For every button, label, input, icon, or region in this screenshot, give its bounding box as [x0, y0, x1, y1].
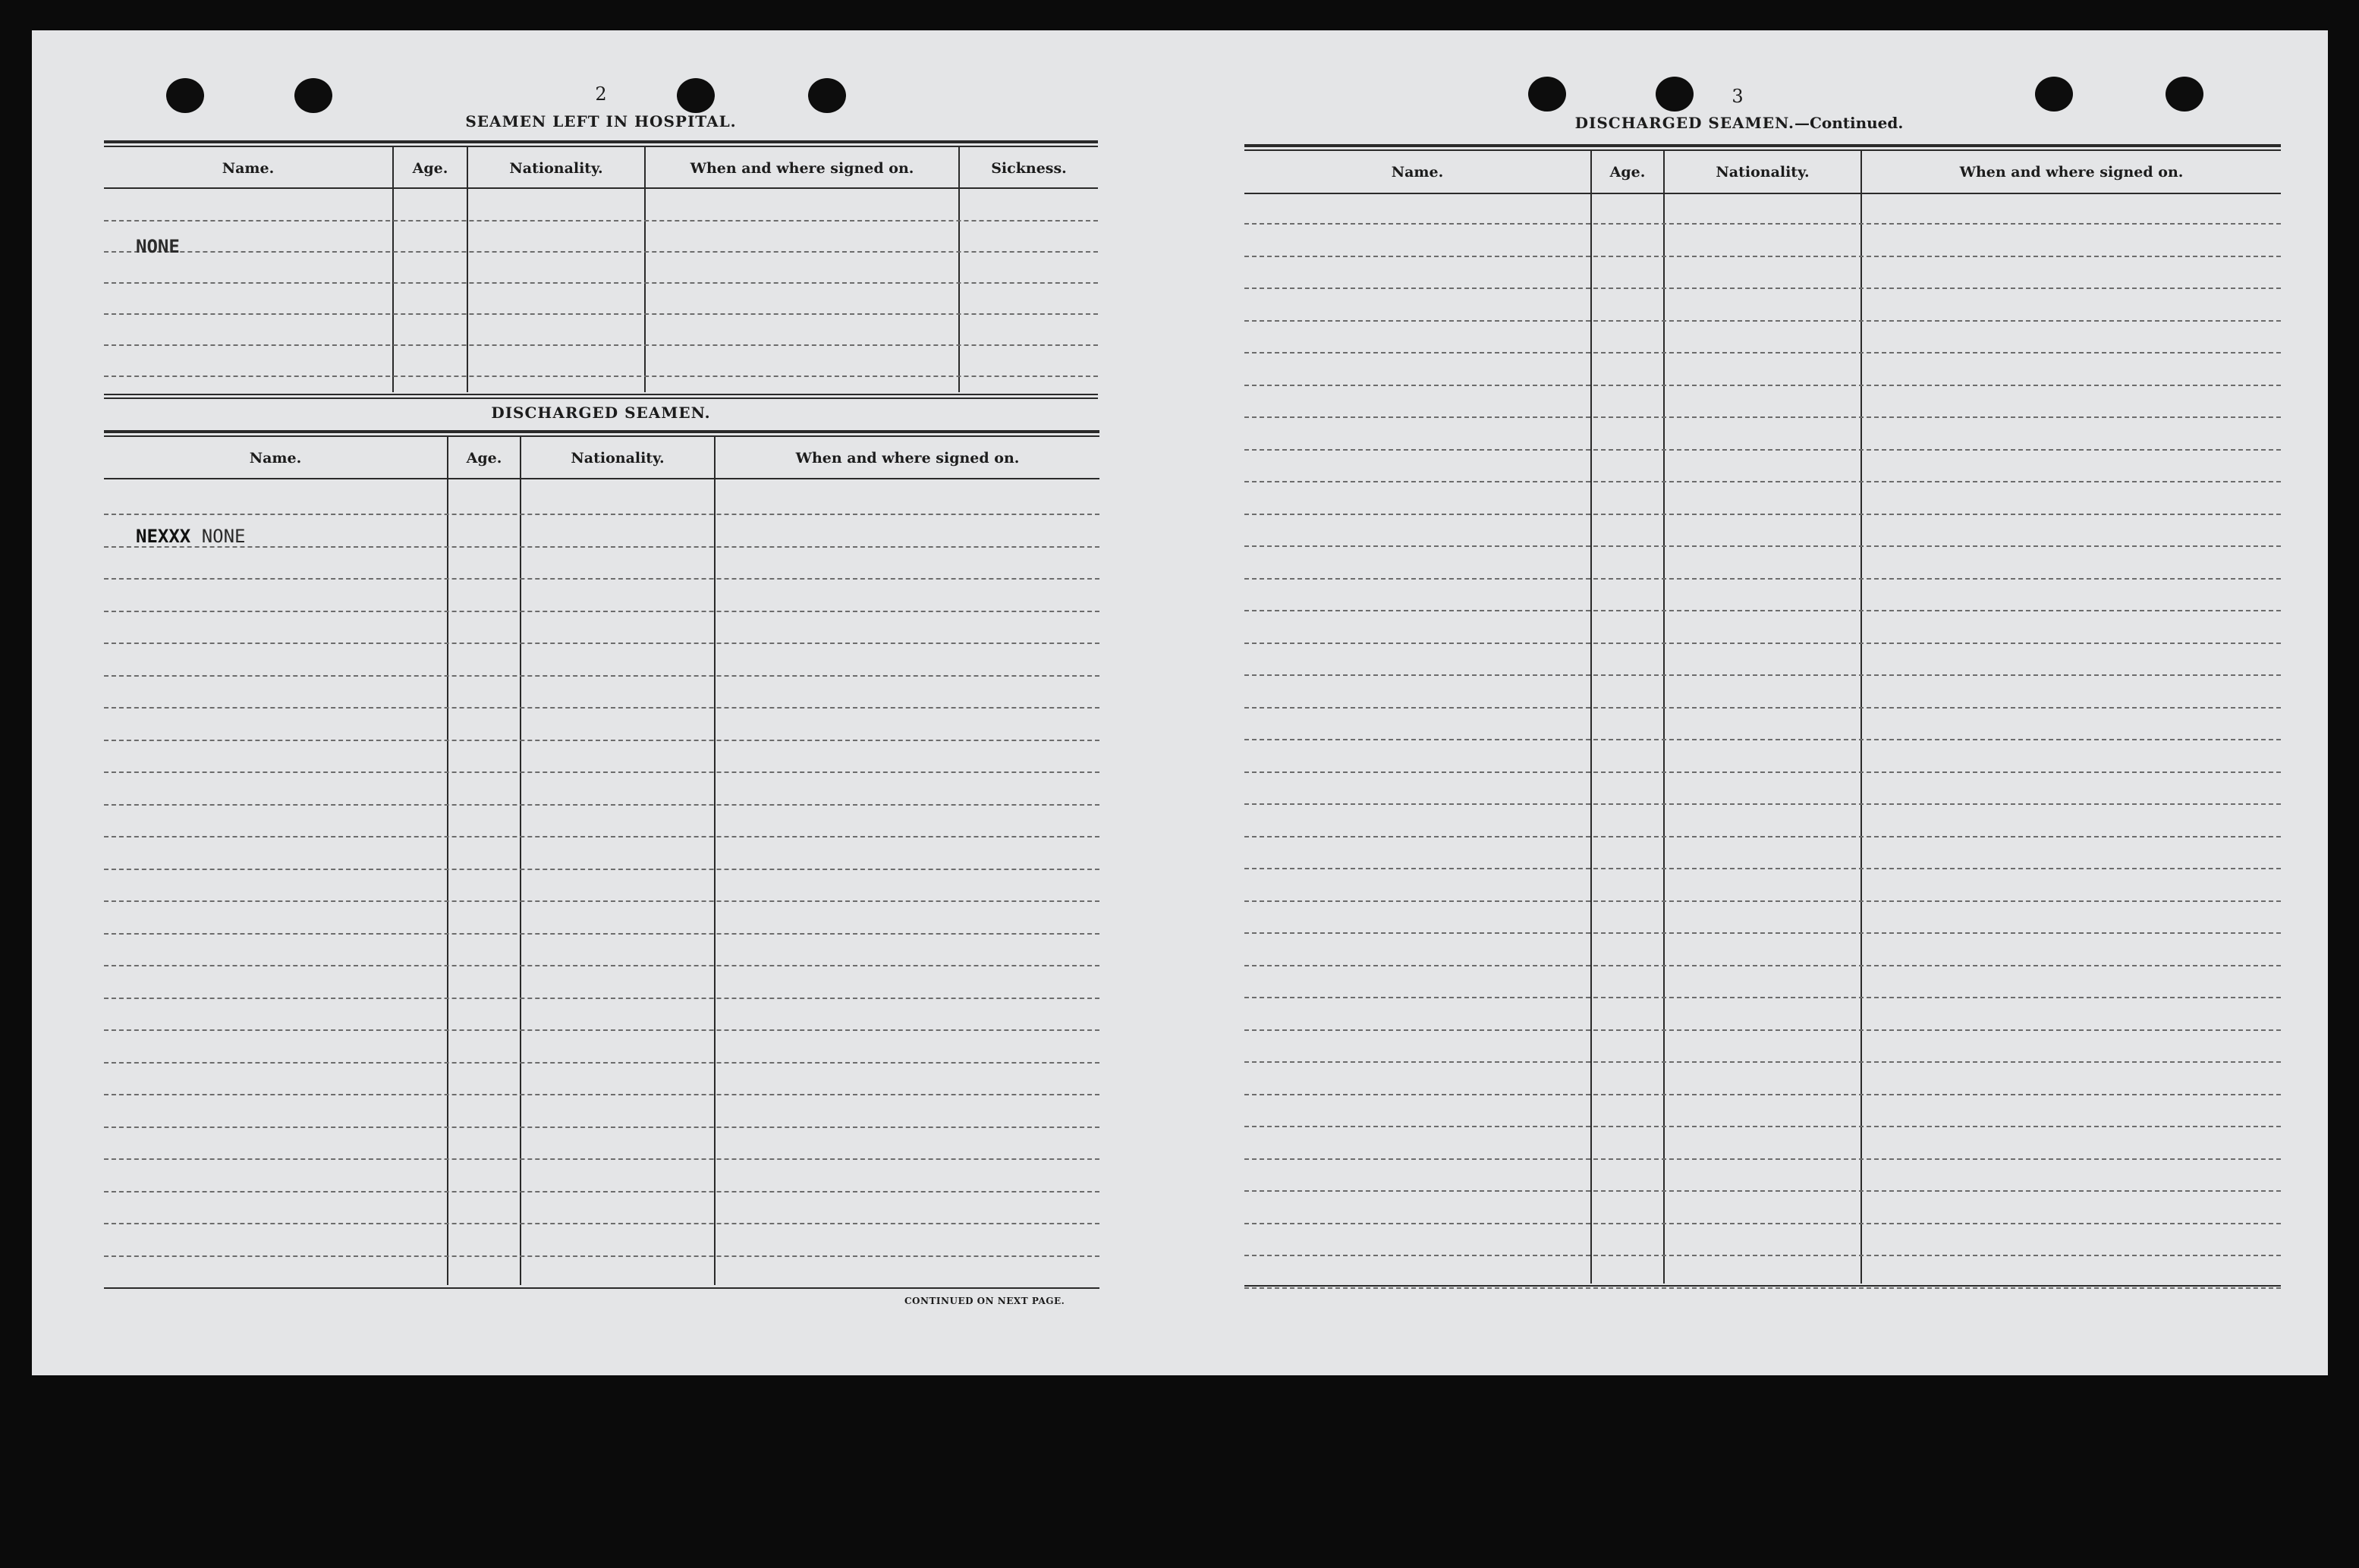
table-row: [1244, 803, 2281, 805]
right-col-age: Age.: [1609, 164, 1646, 181]
hospital-table: [104, 140, 1098, 398]
table-row: [104, 869, 1099, 870]
table-row: [104, 998, 1099, 999]
discharged-continued-title-main: DISCHARGED SEAMEN.: [1574, 114, 1794, 132]
table-row: [1244, 1287, 2281, 1289]
table-row: [104, 643, 1099, 644]
table-row: [104, 1094, 1099, 1095]
right-col-signed-on: When and where signed on.: [1959, 164, 2184, 181]
table-row: [104, 1062, 1099, 1064]
table-row: [104, 900, 1099, 902]
table-row: [1244, 1190, 2281, 1192]
punch-hole: [2166, 77, 2203, 112]
discharged-table-left: [104, 430, 1099, 1325]
struck-typed-text: NEXXX: [136, 526, 191, 547]
table-row: [1244, 288, 2281, 289]
punch-hole: [166, 78, 204, 113]
table-row: [104, 313, 1098, 315]
table-row: [104, 282, 1098, 284]
page-number-left: 2: [595, 83, 607, 105]
table-row: [104, 707, 1099, 709]
table-row: [1244, 965, 2281, 966]
punch-hole: [294, 78, 332, 113]
table-row: [1244, 707, 2281, 709]
table-row: [104, 251, 1098, 253]
punch-hole: [1528, 77, 1566, 112]
discharged-col-nationality: Nationality.: [571, 450, 665, 467]
table-row: [1244, 610, 2281, 611]
table-row: [1244, 481, 2281, 482]
table-row: [104, 1223, 1099, 1224]
table-row: [104, 514, 1099, 515]
table-row: [104, 611, 1099, 612]
table-row: [104, 376, 1098, 377]
table-row: [104, 965, 1099, 966]
table-row: [104, 1255, 1099, 1257]
table-row: [104, 1158, 1099, 1160]
table-row: [104, 1191, 1099, 1192]
table-row: [1244, 514, 2281, 515]
continued-note: CONTINUED ON NEXT PAGE.: [904, 1296, 1065, 1306]
discharged-entry-text: NONE: [201, 526, 246, 547]
hospital-col-age: Age.: [412, 160, 448, 177]
hospital-section-title: SEAMEN LEFT IN HOSPITAL.: [465, 112, 737, 130]
discharged-table-right: [1244, 144, 2281, 1328]
table-row: [1244, 1255, 2281, 1256]
hospital-col-sickness: Sickness.: [991, 160, 1067, 177]
table-row: [1244, 352, 2281, 354]
table-row: [1244, 771, 2281, 773]
table-row: [1244, 449, 2281, 451]
table-row: [1244, 320, 2281, 322]
table-row: [1244, 932, 2281, 934]
punch-hole: [2035, 77, 2073, 112]
table-row: [1244, 739, 2281, 740]
table-row: [1244, 674, 2281, 676]
table-row: [104, 804, 1099, 806]
table-row: [104, 546, 1099, 548]
discharged-col-signed-on: When and where signed on.: [795, 450, 1020, 467]
punch-hole: [677, 78, 715, 113]
discharged-entry: [136, 526, 246, 547]
discharged-col-name: Name.: [249, 450, 302, 467]
table-row: [1244, 545, 2281, 547]
discharged-col-age: Age.: [466, 450, 502, 467]
table-row: [1244, 1126, 2281, 1127]
table-row: [1244, 1061, 2281, 1063]
table-row: [1244, 223, 2281, 225]
right-col-name: Name.: [1391, 164, 1444, 181]
table-row: [104, 836, 1099, 837]
table-row: [104, 1127, 1099, 1128]
hospital-col-nationality: Nationality.: [509, 160, 603, 177]
right-col-nationality: Nationality.: [1716, 164, 1810, 181]
table-row: [1244, 643, 2281, 644]
hospital-col-signed-on: When and where signed on.: [690, 160, 914, 177]
table-row: [104, 578, 1099, 580]
punch-hole: [808, 78, 846, 113]
table-row: [1244, 997, 2281, 998]
table-row: [104, 675, 1099, 677]
table-row: [104, 771, 1099, 773]
discharged-section-title: DISCHARGED SEAMEN.: [491, 404, 711, 422]
table-row: [1244, 416, 2281, 418]
table-row: [104, 1029, 1099, 1031]
table-row: [104, 740, 1099, 741]
hospital-col-name: Name.: [222, 160, 275, 177]
page-number-right: 3: [1732, 86, 1744, 107]
table-row: [1244, 1029, 2281, 1031]
table-row: [1244, 900, 2281, 902]
table-row: [1244, 868, 2281, 869]
table-row: [1244, 385, 2281, 386]
table-row: [1244, 1158, 2281, 1160]
hospital-entry: NONE: [136, 236, 180, 257]
table-row: [104, 220, 1098, 222]
discharged-continued-title: [1575, 114, 1904, 132]
table-row: [1244, 256, 2281, 257]
table-row: [1244, 1094, 2281, 1095]
punch-hole: [1656, 77, 1694, 112]
table-row: [104, 344, 1098, 346]
table-row: [1244, 578, 2281, 580]
table-row: [104, 933, 1099, 935]
table-row: [1244, 1223, 2281, 1224]
record-sheet: [32, 30, 2328, 1375]
continued-suffix: —Continued.: [1794, 114, 1904, 132]
table-row: [1244, 836, 2281, 837]
